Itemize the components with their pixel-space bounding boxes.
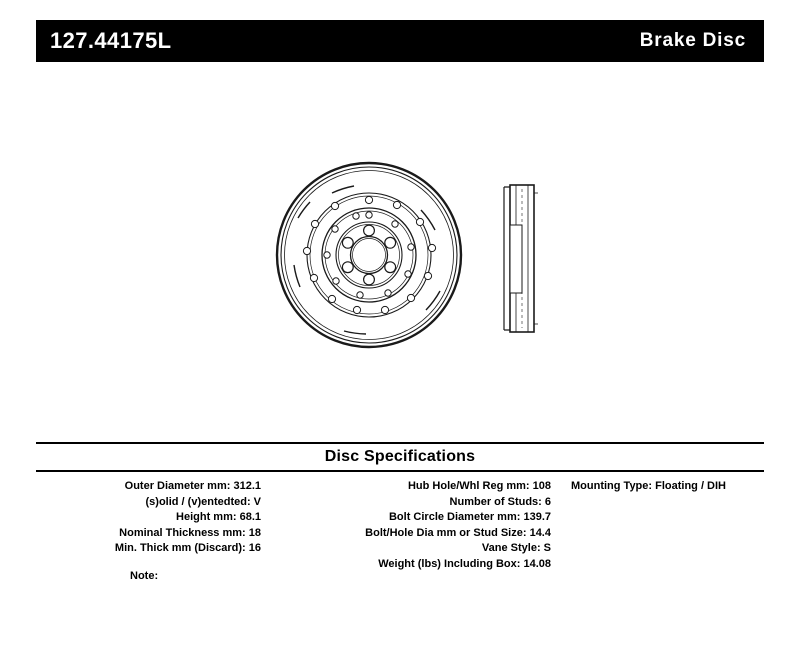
- note-label: Note:: [130, 570, 159, 582]
- spec-item: Weight (lbs) Including Box: 14.08: [378, 557, 551, 570]
- rotor-face-view: [277, 163, 461, 347]
- spec-item: Min. Thick mm (Discard): 16: [114, 542, 261, 554]
- spec-item: Height mm: 68.1: [176, 511, 261, 523]
- spec-item: (s)olid / (v)entedted: V: [145, 495, 261, 508]
- spec-column-middle: [271, 479, 561, 572]
- spec-item: Hub Hole/Whl Reg mm: 108: [407, 480, 551, 492]
- spec-column-right: [561, 479, 764, 572]
- spec-item: Outer Diameter mm: 312.1: [124, 480, 261, 492]
- spec-item: Vane Style: S: [481, 542, 551, 554]
- spec-title-bar: [36, 442, 764, 472]
- spec-columns: [36, 479, 764, 572]
- disc-specifications: [36, 442, 764, 572]
- rotor-drawing: [36, 75, 764, 375]
- rotor-side-view: [504, 185, 538, 332]
- spec-item: Number of Studs: 6: [449, 495, 551, 508]
- spec-item: Bolt/Hole Dia mm or Stud Size: 14.4: [365, 526, 551, 539]
- product-type-label: Brake Disc: [639, 30, 746, 51]
- spec-item: Nominal Thickness mm: 18: [119, 526, 261, 539]
- part-number: 127.44175L: [50, 28, 172, 53]
- spec-item: Bolt Circle Diameter mm: 139.7: [388, 511, 551, 523]
- spec-column-left: [36, 479, 271, 572]
- spec-title: Disc Specifications: [324, 448, 476, 465]
- header-bar: [36, 20, 764, 62]
- spec-item: Mounting Type: Floating / DIH: [571, 480, 726, 492]
